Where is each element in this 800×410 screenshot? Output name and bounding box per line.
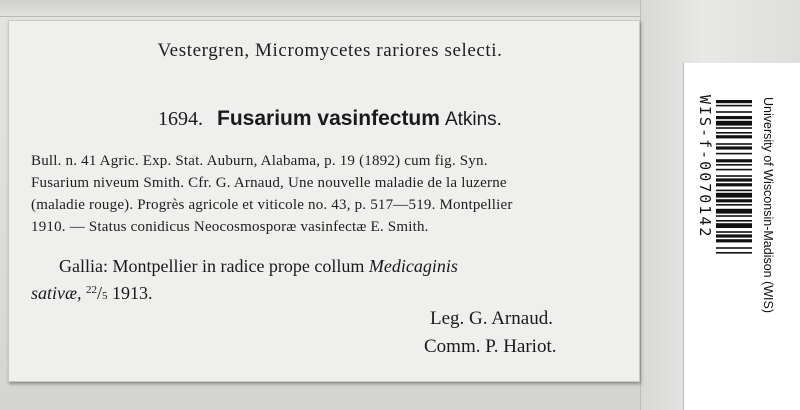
barcode-bar xyxy=(716,135,752,138)
barcode-bar xyxy=(716,153,752,155)
barcode-bar xyxy=(716,183,752,186)
catalog-number xyxy=(694,95,714,385)
barcode-bar xyxy=(716,169,752,171)
barcode-bar xyxy=(716,127,752,129)
barcode-bar xyxy=(716,175,752,177)
reference-line: (maladie rouge). Progrès agricole et viticole no. 43, p. 517—519. Montpellier xyxy=(31,197,513,213)
reference-line: Bull. n. 41 Agric. Exp. Stat. Auburn, Alabama, p. 19 (1892) cum fig. Syn. xyxy=(31,153,488,169)
date-day: 22 xyxy=(86,284,98,296)
locality-line: sativæ, $^{22}$/5 1913. xyxy=(31,283,153,303)
barcode-bar xyxy=(716,215,752,217)
barcode-bar xyxy=(716,121,752,126)
series-title: Vestergren, Micromycetes rariores selecti. xyxy=(157,40,503,61)
catalog-number-text: WIS-f-0070142 xyxy=(696,95,714,239)
barcode-bar xyxy=(716,193,752,198)
reference-line: Fusarium niveum Smith. Cfr. G. Arnaud, Une nouvelle maladie de la luzerne xyxy=(31,175,507,191)
barcode-bar xyxy=(716,100,752,103)
barcode-bar xyxy=(716,111,752,113)
barcode-bar xyxy=(716,190,752,192)
institution-label xyxy=(757,95,797,395)
bibliographic-reference xyxy=(31,150,631,238)
host-genus: Medicaginis xyxy=(368,256,458,276)
barcode-bar xyxy=(716,220,752,222)
barcode-bar xyxy=(716,204,752,206)
barcode-bar xyxy=(716,146,752,149)
barcode-bar xyxy=(716,178,752,181)
barcode-bar xyxy=(716,252,752,254)
collector-block xyxy=(424,305,557,361)
barcode-bar xyxy=(716,247,752,249)
host-epithet: sativæ, xyxy=(31,283,82,303)
barcode-bar xyxy=(716,116,752,119)
collector-comm: Comm. P. Hariot. xyxy=(424,336,557,357)
locality-line xyxy=(31,253,636,280)
barcode-bar xyxy=(716,209,752,214)
locality xyxy=(31,253,636,310)
barcode-icon xyxy=(716,100,752,378)
barcode-bar xyxy=(716,164,752,166)
barcode-bar xyxy=(716,199,752,202)
barcode-bar xyxy=(716,143,752,145)
locality-text: Gallia: Montpellier in radice prope collum xyxy=(59,256,369,276)
barcode-bar xyxy=(716,231,752,233)
barcode-bar xyxy=(716,239,752,242)
barcode-bar xyxy=(716,105,752,107)
barcode-bar xyxy=(716,223,752,228)
barcode-bar xyxy=(716,132,752,134)
species-heading xyxy=(0,107,660,131)
date-month: 5 xyxy=(102,290,108,302)
species-name: Fusarium vasinfectum xyxy=(217,107,440,130)
date-year: 1913. xyxy=(107,283,153,303)
species-author: Atkins. xyxy=(444,109,502,130)
exsiccata-number: 1694. xyxy=(158,108,204,130)
reference-line: 1910. — Status conidicus Neocosmosporæ vasinfectæ E. Smith. xyxy=(31,219,429,235)
collector-leg: Leg. G. Arnaud. xyxy=(430,308,553,329)
institution-text: University of Wisconsin-Madison (WIS) xyxy=(761,97,775,314)
barcode-bar xyxy=(716,234,752,237)
barcode-bar xyxy=(716,159,752,162)
